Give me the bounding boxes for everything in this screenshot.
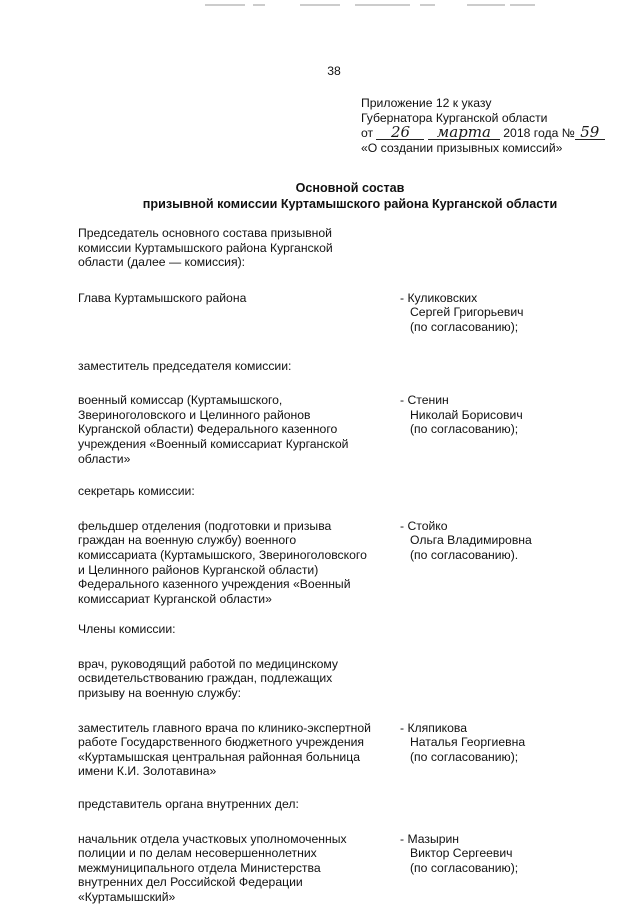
police-entry [78, 832, 598, 905]
doctor-heading: врач, руководящий работой по медицинскому освидетельствованию граждан, подлежащих призыву на военную службу: [78, 656, 338, 701]
police-role: начальник отдела участковых уполномоченных полиции и по делам несовершеннолетних межмуниципального отдела Министерства внутренних дел Российской Федерации «Куртамышский» [78, 831, 347, 904]
year-text: 2018 года № [503, 126, 575, 141]
scan-artifact-marks [205, 4, 535, 7]
appendix-date-line [361, 125, 631, 141]
doctor-entry [78, 721, 598, 779]
secretary-person: - Стойко Ольга Владимировна (по согласованию). [400, 518, 532, 562]
chairman-person: - Куликовских Сергей Григорьевич (по согласованию); [400, 290, 524, 334]
chairman-heading: Председатель основного состава призывной комиссии Куртамышского района Курганской области (далее — комиссия): [78, 226, 333, 270]
chairman-entry [78, 291, 598, 335]
deputy-heading: заместитель председателя комиссии: [78, 358, 292, 373]
appendix-line-4: «О создании призывных комиссий» [361, 140, 563, 155]
page-number: 38 [327, 64, 341, 78]
handwritten-number: 59 [575, 125, 605, 140]
handwritten-month: марта [428, 125, 500, 140]
handwritten-day: 26 [376, 125, 424, 140]
title-line-2: призывной комиссии Куртамышского района Курганской области [142, 197, 558, 211]
deputy-entry [78, 393, 598, 466]
appendix-line-2: Губернатора Курганской области [361, 110, 548, 125]
deputy-role: военный комиссар (Куртамышского, Звериноголовского и Целинного районов Курганской области) Федерального казенного учреждения «Военный комиссариат Курганской области» [78, 393, 349, 466]
date-prefix: от [361, 126, 374, 141]
document-title [30, 180, 640, 212]
doctor-person: - Кляпикова Наталья Георгиевна (по согласованию); [400, 720, 526, 764]
members-heading: Члены комиссии: [78, 622, 176, 637]
appendix-header [361, 96, 631, 155]
title-line-1: Основной состав [295, 181, 405, 195]
doctor-role: заместитель главного врача по клинико-экспертной работе Государственного бюджетного учреждения «Куртамышская центральная районная больница имени К.И. Золотавина» [78, 720, 371, 779]
secretary-role: фельдшер отделения (подготовки и призыва граждан на военную службу) военного комиссариата (Куртамышского, Звериноголовского и Целинного районов Курганской области) Федерального казенного учреждения «Военный комиссариат Курганской области» [78, 518, 367, 606]
police-heading: представитель органа внутренних дел: [78, 797, 299, 812]
secretary-entry [78, 519, 598, 607]
commission-list [78, 226, 598, 905]
secretary-heading: секретарь комиссии: [78, 484, 195, 499]
appendix-line-1: Приложение 12 к указу [361, 96, 492, 110]
deputy-person: - Стенин Николай Борисович (по согласованию); [400, 393, 523, 437]
police-person: - Мазырин Виктор Сергеевич (по согласованию); [400, 831, 519, 875]
chairman-role: Глава Куртамышского района [78, 290, 247, 305]
